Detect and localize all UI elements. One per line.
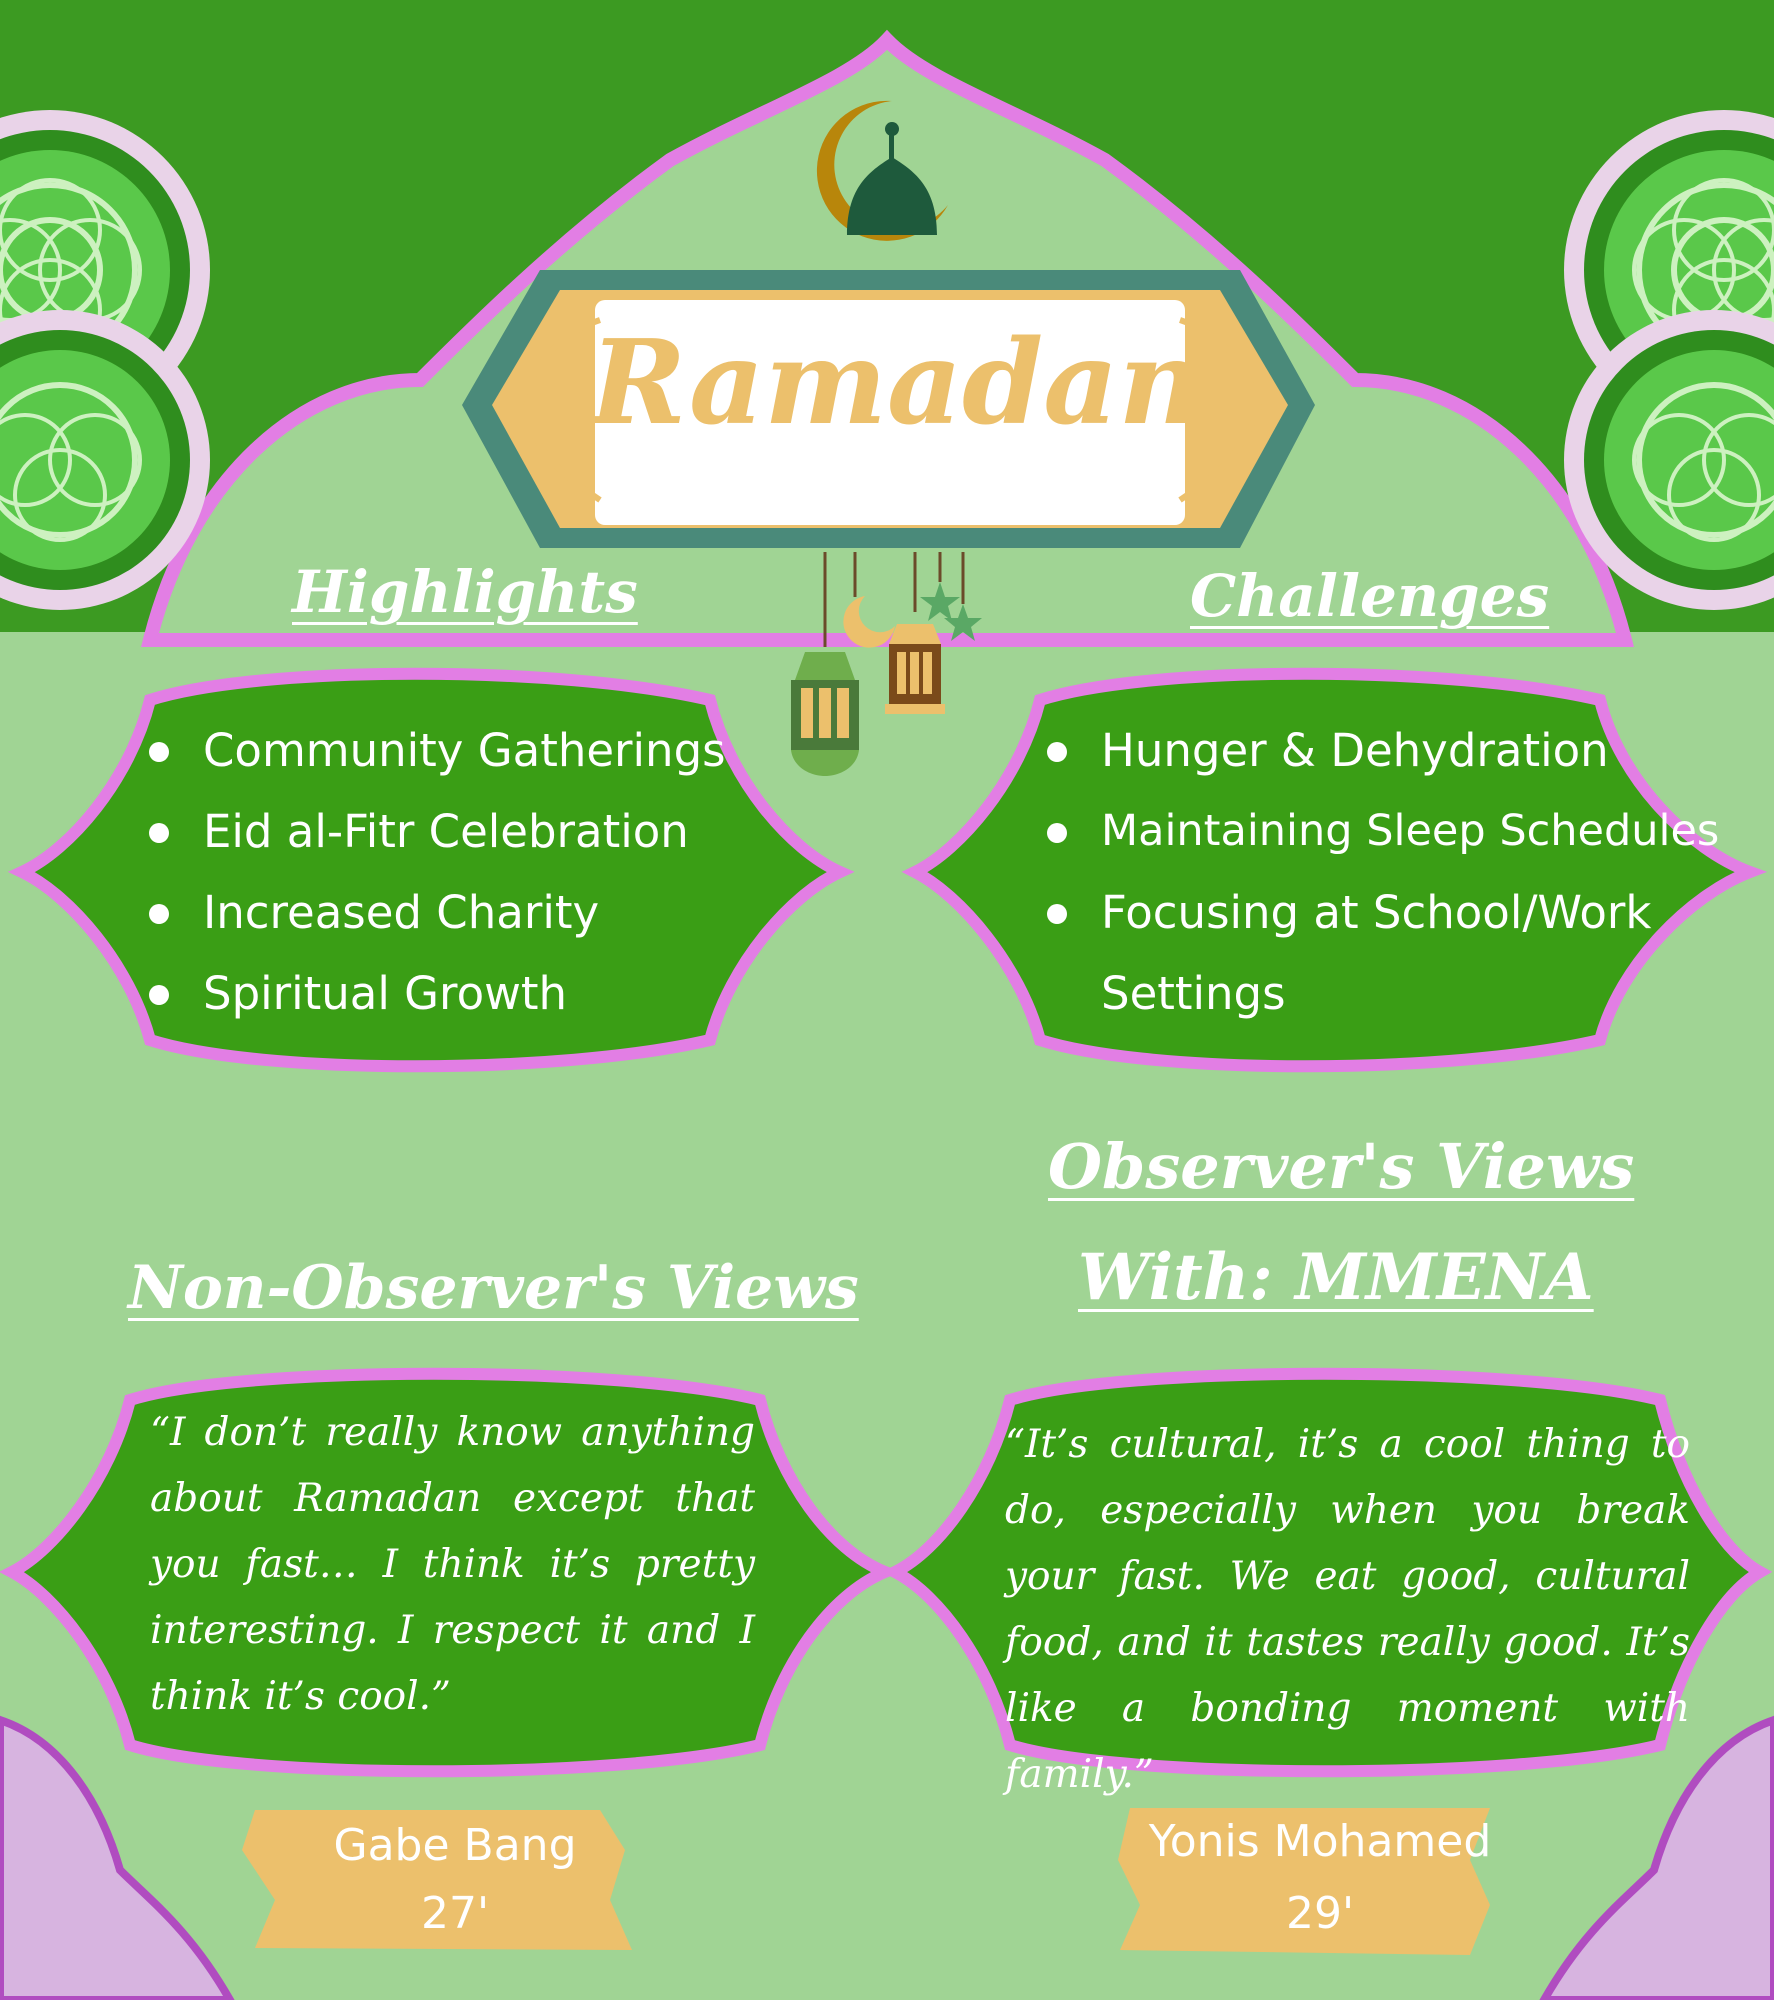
list-item: Hunger & Dehydration — [1043, 710, 1719, 791]
bullet-icon — [149, 904, 169, 924]
star-icon — [920, 582, 960, 621]
hanging-lanterns — [785, 552, 985, 782]
lantern-icon — [791, 652, 859, 776]
list-item: Community Gatherings — [145, 710, 726, 791]
list-item: Eid al-Fitr Celebration — [145, 791, 726, 872]
mosque-icon — [812, 95, 962, 245]
page-title: Ramadan — [590, 315, 1203, 451]
bullet-icon — [149, 823, 169, 843]
list-item: Focusing at School/Work — [1043, 872, 1719, 953]
highlights-list — [145, 710, 726, 1034]
list-item-continuation: Settings — [1101, 967, 1286, 1020]
bullet-icon — [1047, 904, 1067, 924]
bullet-icon — [149, 985, 169, 1005]
non-observer-name: Gabe Bang — [333, 1820, 577, 1871]
crescent-icon — [843, 596, 895, 648]
highlights-heading: Highlights — [292, 558, 638, 626]
list-item: Maintaining Sleep Schedules — [1043, 791, 1719, 872]
lantern-icon-small — [885, 624, 945, 714]
non-observer-class-year: 27' — [420, 1888, 490, 1939]
non-observer-quote: “I don’t really know anything about Ramadan except that you fast… I think it’s pretty interesting. I respect it and I think it’s cool.” — [150, 1410, 755, 1719]
bullet-icon — [1047, 823, 1067, 843]
star-icon-2 — [944, 604, 982, 641]
list-item: Increased Charity — [145, 872, 726, 953]
observer-name: Yonis Mohamed — [1148, 1816, 1492, 1867]
challenges-heading: Challenges — [1190, 562, 1550, 630]
observer-heading-line2: With: MMENA — [1078, 1240, 1594, 1315]
observer-quote: “It’s cultural, it’s a cool thing to do, especially when you break your fast. We eat good, cultural food, and it tastes really good. It’s like a bonding moment with family.” — [1005, 1422, 1690, 1797]
bullet-icon — [149, 742, 169, 762]
observer-class-year: 29' — [1285, 1888, 1355, 1939]
observer-heading-line1: Observer's Views — [1048, 1130, 1635, 1203]
challenges-list — [1043, 710, 1719, 1034]
bullet-icon — [1047, 742, 1067, 762]
non-observer-heading: Non-Observer's Views — [128, 1253, 859, 1323]
list-item: Spiritual Growth — [145, 953, 726, 1034]
